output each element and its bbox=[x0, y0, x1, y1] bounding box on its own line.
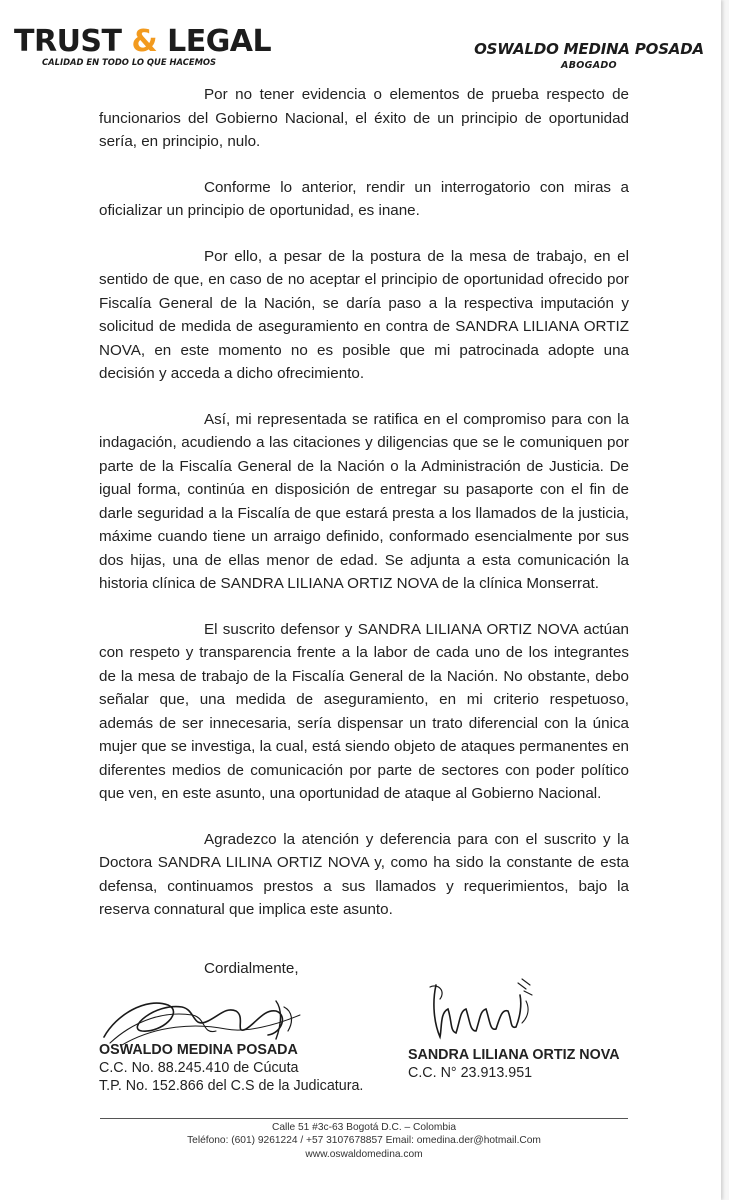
signer-left-professional-card: T.P. No. 152.866 del C.S de la Judicatura. bbox=[99, 1078, 364, 1094]
footer bbox=[100, 1121, 628, 1161]
letterhead-lawyer-title: ABOGADO bbox=[561, 60, 617, 71]
closing-salutation: Cordialmente, bbox=[204, 960, 299, 977]
footer-divider bbox=[100, 1118, 628, 1119]
lawyer-letterhead bbox=[474, 40, 704, 71]
footer-address: Calle 51 #3c-63 Bogotá D.C. – Colombia bbox=[271, 1122, 457, 1133]
body-paragraph-4: Así, mi representada se ratifica en el compromiso para con la indagación, acudiendo a las citaciones y diligencias que se le comuniquen por parte de la Fiscalía General de la Nación o la Administración de Justicia. De igual forma, continúa en disposición de entregar su pasaporte con el fin de darle seguridad a la Fiscalía de que estará presta a los llamados de la justicia, máxime cuando tiene un arraigo definido, conformado esencialmente por sus dos hijas, una de ellas menor de edad. Se adjunta a esta comunicación la historia clínica de SANDRA LILIANA ORTIZ NOVA de la clínica Monserrat. bbox=[99, 410, 629, 592]
letter-body bbox=[99, 83, 629, 944]
body-paragraph-6: Agradezco la atención y deferencia para con el suscrito y la Doctora SANDRA LILINA ORTIZ NOVA y, como ha sido la constante de esta defensa, continuamos prestos a sus llamados y requerimientos, bajo la reserva connatural que implica este asunto. bbox=[99, 830, 629, 918]
letterhead-lawyer-name: OSWALDO MEDINA POSADA bbox=[474, 40, 704, 58]
brand-word-legal: LEGAL bbox=[167, 24, 272, 59]
signer-left-name: OSWALDO MEDINA POSADA bbox=[99, 1042, 298, 1058]
body-paragraph-2: Conforme lo anterior, rendir un interrogatorio con miras a oficializar un principio de oportunidad, es inane. bbox=[99, 178, 629, 219]
brand-tagline: CALIDAD EN TODO LO QUE HACEMOS bbox=[42, 57, 217, 67]
footer-website: www.oswaldomedina.com bbox=[305, 1148, 423, 1160]
footer-contact: Teléfono: (601) 9261224 / +57 3107678857 Email: omedina.der@hotmail.Com bbox=[187, 1135, 541, 1147]
body-paragraph-1: Por no tener evidencia o elementos de prueba respecto de funcionarios del Gobierno Nacional, el éxito de un principio de oportunidad sería, en principio, nulo. bbox=[99, 86, 629, 150]
signer-left-id: C.C. No. 88.245.410 de Cúcuta bbox=[99, 1060, 299, 1076]
signature-sandra-ortiz bbox=[426, 975, 546, 1045]
signer-left-block bbox=[99, 1041, 363, 1095]
brand-word-trust: TRUST bbox=[14, 24, 122, 59]
body-paragraph-3: Por ello, a pesar de la postura de la mesa de trabajo, en el sentido de que, en caso de no aceptar el principio de oportunidad ofrecido por Fiscalía General de la Nación, se daría paso a la respectiva imputación y solicitud de medida de aseguramiento en contra de SANDRA LILIANA ORTIZ NOVA, en este momento no es posible que mi patrocinada adopte una decisión y acceda a dicho ofrecimiento. bbox=[99, 247, 629, 382]
signer-right-block bbox=[408, 1046, 620, 1082]
signer-right-id: C.C. N° 23.913.951 bbox=[408, 1065, 533, 1081]
signer-right-name: SANDRA LILIANA ORTIZ NOVA bbox=[408, 1047, 620, 1063]
body-paragraph-5: El suscrito defensor y SANDRA LILIANA ORTIZ NOVA actúan con respeto y transparencia frente a la labor de cada uno de los integrantes de la mesa de trabajo de la Fiscalía General de la Nación. No obstante, debo señalar que, una medida de aseguramiento, en mi criterio respetuoso, además de ser innecesaria, sería dispensar un trato diferencial con la única mujer que se investiga, la cual, está siendo objeto de ataques permanentes en diferentes medios de comunicación por parte de sectores con poder político que ven, en este asunto, una oportunidad de ataque al Gobierno Nacional. bbox=[99, 620, 629, 802]
brand-name bbox=[14, 25, 271, 59]
trust-legal-logo bbox=[14, 25, 271, 67]
brand-ampersand: & bbox=[131, 24, 158, 59]
